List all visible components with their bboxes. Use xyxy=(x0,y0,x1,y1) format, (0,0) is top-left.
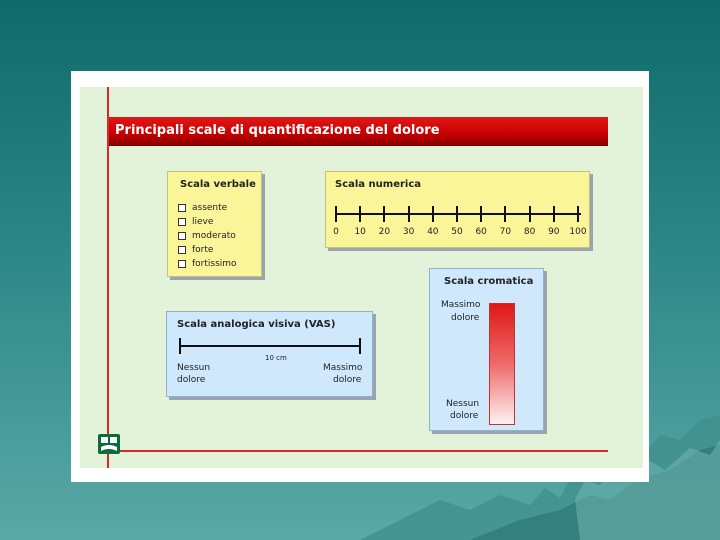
checkbox-icon xyxy=(178,246,186,254)
numeric-tick-label: 30 xyxy=(402,227,415,237)
vas-scale-title: Scala analogica visiva (VAS) xyxy=(177,319,336,330)
verbal-scale-box xyxy=(167,171,262,277)
vas-left-label-1: Nessun xyxy=(177,363,211,373)
numeric-tick xyxy=(504,206,506,222)
numeric-tick-label: 40 xyxy=(427,227,439,237)
numeric-tick xyxy=(529,206,531,222)
vas-right-tick xyxy=(359,338,361,354)
vas-left-label-2: dolore xyxy=(177,375,206,385)
numeric-scale-box xyxy=(325,171,590,248)
numeric-tick-label: 50 xyxy=(451,227,463,237)
list-item: moderato xyxy=(178,229,237,243)
numeric-tick-label: 100 xyxy=(569,227,587,237)
numeric-tick-label: 60 xyxy=(475,227,487,237)
list-item: forte xyxy=(178,243,237,257)
verbal-scale-list xyxy=(178,201,237,271)
chromatic-top-label-2: dolore xyxy=(451,313,480,323)
list-item: lieve xyxy=(178,215,237,229)
numeric-tick xyxy=(359,206,361,222)
numeric-scale-line xyxy=(335,213,581,215)
numeric-tick xyxy=(383,206,385,222)
numeric-scale-title: Scala numerica xyxy=(335,179,422,190)
vas-line xyxy=(180,345,361,347)
checkbox-icon xyxy=(178,232,186,240)
numeric-tick-label: 80 xyxy=(523,227,536,237)
chromatic-bottom-label-1: Nessun xyxy=(446,399,480,409)
list-item: fortissimo xyxy=(178,257,237,271)
numeric-tick-label: 0 xyxy=(333,227,339,237)
numeric-tick xyxy=(432,206,434,222)
page-title: Principali scale di quantificazione del dolore xyxy=(109,117,608,145)
chromatic-scale-box xyxy=(429,268,544,431)
numeric-tick xyxy=(335,206,337,222)
numeric-tick-label: 70 xyxy=(499,227,512,237)
horizontal-accent-line xyxy=(107,450,608,452)
numeric-tick xyxy=(577,206,579,222)
vas-right-label-1: Massimo xyxy=(323,363,363,373)
vas-length-label: 10 cm xyxy=(265,354,287,362)
chromatic-scale-title: Scala cromatica xyxy=(444,276,534,287)
numeric-tick-label: 20 xyxy=(378,227,391,237)
verbal-scale-title: Scala verbale xyxy=(180,179,256,190)
vas-right-label-2: dolore xyxy=(333,375,362,385)
vas-scale-box xyxy=(166,311,373,397)
numeric-tick xyxy=(456,206,458,222)
chromatic-bottom-label-2: dolore xyxy=(450,411,479,421)
vas-left-tick xyxy=(179,338,181,354)
chromatic-top-label-1: Massimo xyxy=(441,300,481,310)
numeric-tick xyxy=(553,206,555,222)
checkbox-icon xyxy=(178,260,186,268)
numeric-tick-label: 90 xyxy=(548,227,560,237)
checkbox-icon xyxy=(178,204,186,212)
numeric-tick xyxy=(408,206,410,222)
checkbox-icon xyxy=(178,218,186,226)
numeric-tick xyxy=(480,206,482,222)
chromatic-gradient-bar xyxy=(489,303,515,425)
books-logo-icon xyxy=(96,432,122,456)
numeric-tick-label: 10 xyxy=(354,227,366,237)
list-item: assente xyxy=(178,201,237,215)
